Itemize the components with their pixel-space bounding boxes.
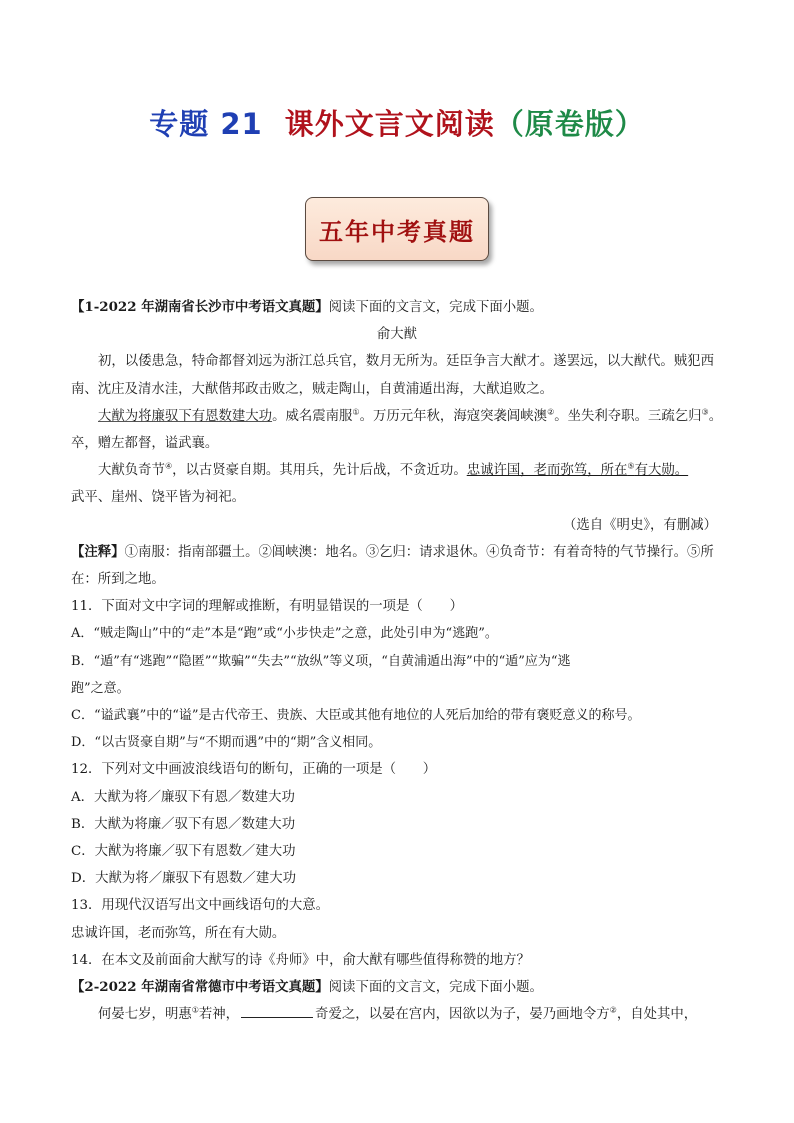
- wavy-underlined-sentence: 大猷为将廉驭下有恩数建大功: [98, 408, 273, 424]
- passage-2-paragraph-1: 何晏七岁，明惠①若神， 奇爱之，以晏在宫内，因欲以为子，晏乃画地令方②，自处其中，: [71, 1001, 723, 1028]
- note-ref-2: ②: [547, 407, 555, 417]
- note-ref-m1: ①: [191, 1005, 199, 1015]
- title-topic-number: 专题 21: [149, 107, 263, 141]
- question-intro-2: 阅读下面的文言文，完成下面小题。: [328, 980, 543, 996]
- q11-option-c: C．“谥武襄”中的“谥”是古代帝王、贵族、大臣或其他有地位的人死后加给的带有褒贬意义的称号。: [71, 708, 641, 724]
- section-heading: 五年中考真题: [319, 216, 475, 246]
- note-ref-5: ⑤: [627, 461, 635, 471]
- question-12: 12．下列对文中画波浪线语句的断句，正确的一项是（ ）: [71, 762, 437, 778]
- q12-option-c: C．大猷为将廉／驭下有恩数／建大功: [71, 844, 296, 860]
- question-group-1-header: [71, 294, 723, 321]
- q11-option-d: D．“以古贤豪自期”与“不期而遇”中的“期”含义相同。: [71, 735, 382, 751]
- passage-paragraph-3: 大猷负奇节④，以古贤豪自期。其用兵，先计后战，不贪近功。忠诚许国，老而弥笃，所在⑤有大勋。: [98, 461, 689, 479]
- q13-sentence: 忠诚许国，老而弥笃，所在有大勋。: [71, 925, 286, 941]
- page-title: [0, 102, 794, 143]
- fill-in-blank[interactable]: [241, 1002, 313, 1018]
- annotations-cont: 在：所到之地。: [71, 572, 165, 588]
- underlined-sentence: 忠诚许国，老而弥笃，所在⑤有大勋。: [466, 461, 689, 479]
- passage-paragraph-1: 初，以倭患急，特命都督刘远为浙江总兵官，数月无所为。廷臣争言大猷才。遂罢远，以大猷代。贼犯西南、沈庄及清水洼，大猷偕邦政击败之，贼走陶山，自黄浦遁出海，大猷追败之。: [71, 354, 714, 397]
- section-heading-box: [305, 197, 489, 261]
- note-ref-4: ④: [164, 461, 173, 471]
- question-11: 11．下面对文中字词的理解或推断，有明显错误的一项是（ ）: [71, 599, 463, 615]
- question-13: 13．用现代汉语写出文中画线语句的大意。: [71, 898, 330, 914]
- passage-title: 俞大猷: [376, 327, 418, 343]
- question-source-2: 【2-2022 年湖南省常德市中考语文真题】: [71, 979, 329, 996]
- question-group-2-header: [71, 974, 723, 1001]
- q11-option-b: B．“遁”有“逃跑”“隐匿”“欺骗”“失去”“放纵”等义项，“自黄浦遁出海”中的“遁”应为“逃: [71, 653, 571, 669]
- q11-option-a: A．“贼走陶山”中的“走”本是“跑”或“小步快走”之意，此处引申为“逃跑”。: [71, 626, 498, 642]
- question-14: 14．在本文及前面俞大猷写的诗《舟师》中，俞大猷有哪些值得称赞的地方？: [71, 952, 530, 968]
- note-ref-1: ①: [352, 407, 360, 417]
- title-topic-name: 课外文言文阅读: [284, 107, 495, 141]
- passage-source: （选自《明史》，有删减）: [563, 517, 717, 533]
- passage-paragraph-3-cont: 武平、崖州、饶平皆为祠祀。: [71, 490, 246, 506]
- document-body: [71, 294, 723, 1028]
- annotations: 【注释】①南服：指南部疆土。②阊峡澳：地名。③乞归：请求退休。④负奇节：有着奇特的气节操行。⑤所: [71, 543, 714, 560]
- q11-option-b-cont: 跑”之意。: [71, 680, 130, 696]
- q12-option-a: A．大猷为将／廉驭下有恩／数建大功: [71, 789, 295, 805]
- passage-paragraph-2: 大猷为将廉驭下有恩数建大功。威名震南服①。万历元年秋，海寇突袭阊峡澳②。坐失利夺职。三疏乞归③。卒，赠左都督，谥武襄。: [71, 407, 723, 452]
- q12-option-d: D．大猷为将／廉驭下有恩数／建大功: [71, 871, 296, 887]
- title-edition: （原卷版）: [494, 107, 645, 141]
- note-ref-m2: ②: [609, 1005, 617, 1015]
- question-intro: 阅读下面的文言文，完成下面小题。: [328, 300, 543, 315]
- question-source: 【1-2022 年湖南省长沙市中考语文真题】: [71, 299, 329, 315]
- note-ref-3: ③: [701, 407, 709, 417]
- annotations-label: 【注释】: [71, 543, 125, 560]
- q12-option-b: B．大猷为将廉／驭下有恩／数建大功: [71, 816, 296, 832]
